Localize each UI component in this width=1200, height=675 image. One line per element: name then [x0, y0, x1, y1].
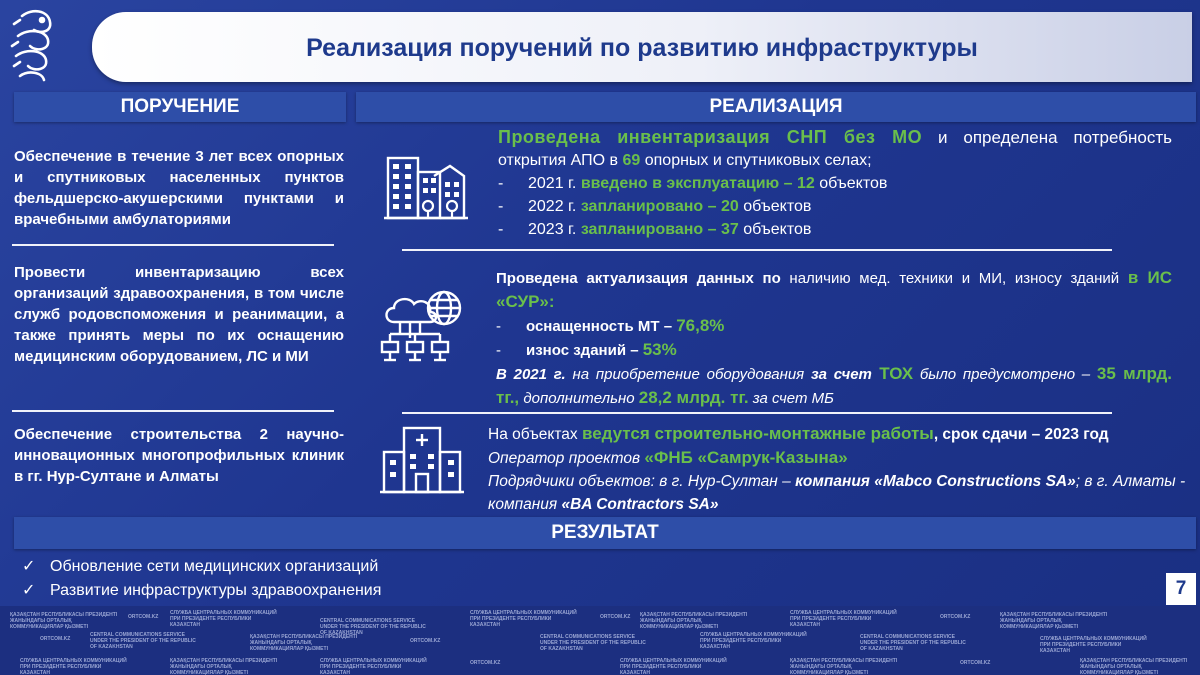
result-text: Обновление сети медицинских организаций	[50, 558, 379, 575]
impl3-highlight: ведутся строительно-монтажные работы	[581, 424, 934, 443]
task-1-text: Обеспечение в течение 3 лет всех опорных и спутниковых населенных пунктов фельдшерско-акушерскими пунктами и врачебными амбулаториями	[14, 148, 344, 228]
impl3-text: Подрядчики объектов: в г. Нур-Султан –	[488, 473, 796, 490]
task-2	[14, 262, 344, 367]
watermark-text: ORTCOM.KZ	[960, 660, 991, 666]
impl1-highlight: Проведена инвентаризация СНП без МО	[498, 127, 923, 147]
task-3	[14, 424, 344, 487]
page-title: Реализация поручений по развитию инфраструктуры	[306, 34, 978, 62]
task-divider	[12, 410, 334, 412]
impl3-text: компания	[488, 496, 562, 513]
watermark-text: СЛУЖБА ЦЕНТРАЛЬНЫХ КОММУНИКАЦИЙ ПРИ ПРЕЗИДЕНТЕ РЕСПУБЛИКИ КАЗАХСТАН	[1040, 636, 1147, 654]
watermark-text: ҚАЗАҚСТАН РЕСПУБЛИКАСЫ ПРЕЗИДЕНТІ ЖАНЫНДАҒЫ ОРТАЛЫҚ КОММУНИКАЦИЯЛАР ҚЫЗМЕТІ	[790, 658, 898, 675]
impl3-text: ; в г. Алматы -	[1075, 473, 1186, 490]
watermark-text: СЛУЖБА ЦЕНТРАЛЬНЫХ КОММУНИКАЦИЙ ПРИ ПРЕЗИДЕНТЕ РЕСПУБЛИКИ КАЗАХСТАН	[620, 658, 727, 675]
impl2-system: «СУР»:	[496, 292, 555, 311]
watermark-text: ORTCOM.KZ	[128, 614, 159, 620]
task-1	[14, 146, 344, 230]
header-assignment: ПОРУЧЕНИЕ	[14, 92, 346, 122]
impl2-item: - износ зданий – 53%	[496, 340, 677, 359]
impl3-deadline: , срок сдачи – 2023 год	[933, 426, 1109, 443]
impl1-item: - 2022 г. запланировано – 20 объектов	[498, 198, 812, 215]
check-icon: ✓	[22, 582, 36, 599]
impl1-item: - 2023 г. запланировано – 37 объектов	[498, 221, 812, 238]
task-3-text: Обеспечение строительства 2 научно-инновационных многопрофильных клиник в гг. Нур-Султане и Алматы	[14, 426, 344, 485]
impl-divider	[402, 412, 1112, 414]
header-result: РЕЗУЛЬТАТ	[14, 517, 1196, 549]
footer-watermark	[0, 606, 1200, 675]
hospital-icon	[380, 424, 464, 496]
impl-divider	[402, 249, 1112, 251]
watermark-text: ORTCOM.KZ	[40, 636, 71, 642]
header-implementation: РЕАЛИЗАЦИЯ	[356, 92, 1196, 122]
impl1-count: 69	[622, 152, 641, 169]
implementation-2	[496, 266, 1172, 410]
buildings-icon	[384, 154, 468, 222]
watermark-text: СЛУЖБА ЦЕНТРАЛЬНЫХ КОММУНИКАЦИЙ ПРИ ПРЕЗИДЕНТЕ РЕСПУБЛИКИ КАЗАХСТАН	[170, 610, 277, 628]
watermark-text: ҚАЗАҚСТАН РЕСПУБЛИКАСЫ ПРЕЗИДЕНТІ ЖАНЫНДАҒЫ ОРТАЛЫҚ КОММУНИКАЦИЯЛАР ҚЫЗМЕТІ	[1080, 658, 1188, 675]
watermark-text: ҚАЗАҚСТАН РЕСПУБЛИКАСЫ ПРЕЗИДЕНТІ ЖАНЫНДАҒЫ ОРТАЛЫҚ КОММУНИКАЦИЯЛАР ҚЫЗМЕТІ	[1000, 612, 1108, 630]
watermark-text: СЛУЖБА ЦЕНТРАЛЬНЫХ КОММУНИКАЦИЙ ПРИ ПРЕЗИДЕНТЕ РЕСПУБЛИКИ КАЗАХСТАН	[20, 658, 127, 675]
check-icon: ✓	[22, 558, 36, 575]
impl3-contractor: «BA Contractors SA»	[561, 496, 719, 513]
impl1-text: опорных и спутниковых селах;	[640, 152, 872, 169]
impl2-text: наличию мед. техники и МИ, износу зданий	[780, 270, 1128, 287]
watermark-text: ҚАЗАҚСТАН РЕСПУБЛИКАСЫ ПРЕЗИДЕНТІ ЖАНЫНДАҒЫ ОРТАЛЫҚ КОММУНИКАЦИЯЛАР ҚЫЗМЕТІ	[250, 634, 358, 652]
page-number: 7	[1166, 573, 1196, 605]
watermark-text: ORTCOM.KZ	[470, 660, 501, 666]
impl2-system: в ИС	[1127, 268, 1172, 287]
watermark-text: СЛУЖБА ЦЕНТРАЛЬНЫХ КОММУНИКАЦИЙ ПРИ ПРЕЗИДЕНТЕ РЕСПУБЛИКИ КАЗАХСТАН	[320, 658, 427, 675]
watermark-text: СЛУЖБА ЦЕНТРАЛЬНЫХ КОММУНИКАЦИЙ ПРИ ПРЕЗИДЕНТЕ РЕСПУБЛИКИ КАЗАХСТАН	[470, 610, 577, 628]
watermark-text: СЛУЖБА ЦЕНТРАЛЬНЫХ КОММУНИКАЦИЙ ПРИ ПРЕЗИДЕНТЕ РЕСПУБЛИКИ КАЗАХСТАН	[790, 610, 897, 628]
watermark-text: ҚАЗАҚСТАН РЕСПУБЛИКАСЫ ПРЕЗИДЕНТІ ЖАНЫНДАҒЫ ОРТАЛЫҚ КОММУНИКАЦИЯЛАР ҚЫЗМЕТІ	[640, 612, 748, 630]
title-bar	[92, 12, 1192, 82]
cloud-network-icon	[380, 288, 472, 364]
watermark-text: CENTRAL COMMUNICATIONS SERVICE UNDER THE PRESIDENT OF THE REPUBLIC OF KAZAKHSTAN	[320, 618, 426, 636]
snow-leopard-logo-icon	[8, 6, 60, 86]
watermark-text: ORTCOM.KZ	[940, 614, 971, 620]
task-2-text: Провести инвентаризацию всех организаций здравоохранения, в том числе служб родовспоможения и реанимации, а также принять меры по их оснащению медицинским оборудованием, ЛС и МИ	[14, 264, 344, 365]
impl3-text: Оператор проектов	[488, 450, 645, 467]
implementation-3	[488, 422, 1188, 516]
watermark-text: СЛУЖБА ЦЕНТРАЛЬНЫХ КОММУНИКАЦИЙ ПРИ ПРЕЗИДЕНТЕ РЕСПУБЛИКИ КАЗАХСТАН	[700, 632, 807, 650]
impl3-operator: «ФНБ «Самрук-Казына»	[644, 448, 848, 467]
implementation-1	[498, 126, 1172, 241]
watermark-text: CENTRAL COMMUNICATIONS SERVICE UNDER THE PRESIDENT OF THE REPUBLIC OF KAZAKHSTAN	[540, 634, 646, 652]
result-text: Развитие инфраструктуры здравоохранения	[50, 582, 382, 599]
impl2-funding: тг., дополнительно 28,2 млрд. тг. за счет МБ	[496, 388, 834, 407]
watermark-text: CENTRAL COMMUNICATIONS SERVICE UNDER THE PRESIDENT OF THE REPUBLIC OF KAZAKHSTAN	[90, 632, 196, 650]
task-divider	[12, 244, 334, 246]
impl1-item: - 2021 г. введено в эксплуатацию – 12 объектов	[498, 175, 888, 192]
result-item	[22, 556, 378, 578]
watermark-text: CENTRAL COMMUNICATIONS SERVICE UNDER THE PRESIDENT OF THE REPUBLIC OF KAZAKHSTAN	[860, 634, 966, 652]
impl2-highlight: Проведена актуализация данных по	[496, 270, 781, 287]
impl1-text: и определена потребность	[922, 128, 1172, 147]
impl3-text: На объектах	[488, 426, 582, 443]
impl2-funding: В 2021 г. на приобретение оборудования за счет ТОХ было предусмотрено – 35 млрд.	[496, 364, 1173, 383]
result-item	[22, 580, 381, 602]
impl1-text: открытия АПО в	[498, 152, 623, 169]
watermark-text: ҚАЗАҚСТАН РЕСПУБЛИКАСЫ ПРЕЗИДЕНТІ ЖАНЫНДАҒЫ ОРТАЛЫҚ КОММУНИКАЦИЯЛАР ҚЫЗМЕТІ	[170, 658, 278, 675]
watermark-text: ORTCOM.KZ	[410, 638, 441, 644]
watermark-text: ҚАЗАҚСТАН РЕСПУБЛИКАСЫ ПРЕЗИДЕНТІ ЖАНЫНДАҒЫ ОРТАЛЫҚ КОММУНИКАЦИЯЛАР ҚЫЗМЕТІ	[10, 612, 118, 630]
impl3-contractor: компания «Mabco Constructions SA»	[795, 473, 1076, 490]
impl2-item: - оснащенность МТ – 76,8%	[496, 316, 725, 335]
watermark-text: ORTCOM.KZ	[600, 614, 631, 620]
